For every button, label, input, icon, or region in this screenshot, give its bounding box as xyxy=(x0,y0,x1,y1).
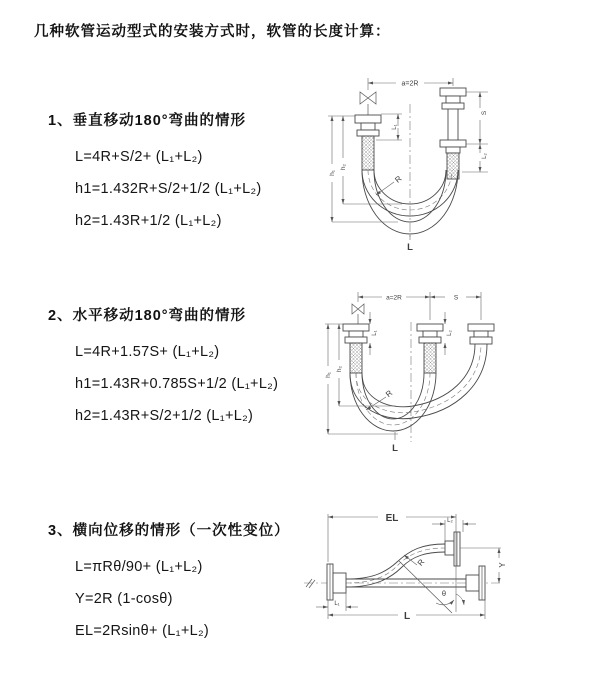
dim-label-el: EL xyxy=(385,513,399,524)
dim-s-l2 xyxy=(462,92,488,172)
dim-label-l2: L₂ xyxy=(482,153,488,159)
radius-callout xyxy=(376,174,404,195)
dim-a2r-s xyxy=(358,292,481,320)
formula-line: L=πRθ/90+ (L₁+L₂) xyxy=(75,559,203,575)
dim-label-s: S xyxy=(453,294,459,302)
dim-label-r: R xyxy=(393,174,404,185)
dim-label-a2r: a=2R xyxy=(401,80,419,88)
section-3-formulas xyxy=(75,551,290,647)
dim-label-theta: θ xyxy=(441,589,447,598)
hose-u-bends xyxy=(350,344,487,431)
formula-line: h2=1.43R+1/2 (L₁+L₂) xyxy=(75,213,222,229)
dim-label-r: R xyxy=(383,388,395,400)
valve-icon xyxy=(360,92,376,115)
dim-label-l1: L₁ xyxy=(372,330,378,336)
left-pipe-flange xyxy=(355,115,381,170)
horizontal-180-bend-diagram xyxy=(308,282,593,467)
section-3 xyxy=(48,519,290,647)
dim-label-l: L xyxy=(403,611,411,622)
dim-label-y: Y xyxy=(498,562,507,568)
section-2-heading: 2、水平移动180°弯曲的情形 xyxy=(48,308,247,324)
section-2-formulas xyxy=(75,336,278,432)
left-pipe-flange xyxy=(343,324,369,373)
formula-line: EL=2Rsinθ+ (L₁+L₂) xyxy=(75,623,210,639)
radius-callout xyxy=(399,555,452,613)
dim-label-h2: h₂ xyxy=(340,163,347,171)
dim-label-h2: h₂ xyxy=(336,365,343,373)
dim-label-r: R xyxy=(415,557,427,568)
formula-line: L=4R+1.57S+ (L₁+L₂) xyxy=(75,344,220,360)
dim-label-a2r: a=2R xyxy=(386,294,402,302)
lateral-displacement-diagram xyxy=(298,500,600,662)
dim-label-l: L xyxy=(407,242,413,253)
dim-label-h1: h₁ xyxy=(329,170,336,176)
dim-label-l1: L₁ xyxy=(392,124,398,130)
dim-label-l1: L₁ xyxy=(334,601,340,607)
right-pipe-flange xyxy=(440,88,466,179)
middle-pipe-flange xyxy=(417,324,443,373)
dim-el xyxy=(328,513,456,612)
dim-label-s: S xyxy=(481,110,488,116)
dim-label-l2: L₂ xyxy=(447,330,453,336)
formula-line: h2=1.43R+S/2+1/2 (L₁+L₂) xyxy=(75,408,254,424)
formula-line: L=4R+S/2+ (L₁+L₂) xyxy=(75,149,203,165)
dim-label-l: L xyxy=(392,443,398,454)
formula-line: Y=2R (1-cosθ) xyxy=(75,591,173,607)
dim-l xyxy=(328,600,485,622)
dim-label-h1: h₁ xyxy=(325,372,332,378)
vertical-180-bend-diagram xyxy=(310,68,595,260)
section-2 xyxy=(48,304,278,432)
valve-icon xyxy=(352,304,364,324)
formula-line: h1=1.432R+S/2+1/2 (L₁+L₂) xyxy=(75,181,262,197)
right-pipe-flange xyxy=(468,324,494,344)
radius-callout xyxy=(366,388,394,410)
dim-l xyxy=(392,432,398,454)
dim-l1 xyxy=(316,592,358,611)
formula-line: h1=1.43R+0.785S+1/2 (L₁+L₂) xyxy=(75,376,279,392)
angle-theta xyxy=(436,589,464,605)
section-1-heading: 1、垂直移动180°弯曲的情形 xyxy=(48,113,247,129)
dim-l xyxy=(407,235,413,253)
dim-label-l2: L₂ xyxy=(447,518,453,524)
dim-l1 xyxy=(370,312,378,355)
doc-title: 几种软管运动型式的安装方式时，软管的长度计算： xyxy=(34,24,391,40)
section-3-heading: 3、横向位移的情形（一次性变位） xyxy=(48,523,290,539)
left-flange xyxy=(327,564,346,600)
section-1 xyxy=(48,109,262,237)
section-1-formulas xyxy=(75,141,262,237)
dim-l2 xyxy=(445,312,453,355)
